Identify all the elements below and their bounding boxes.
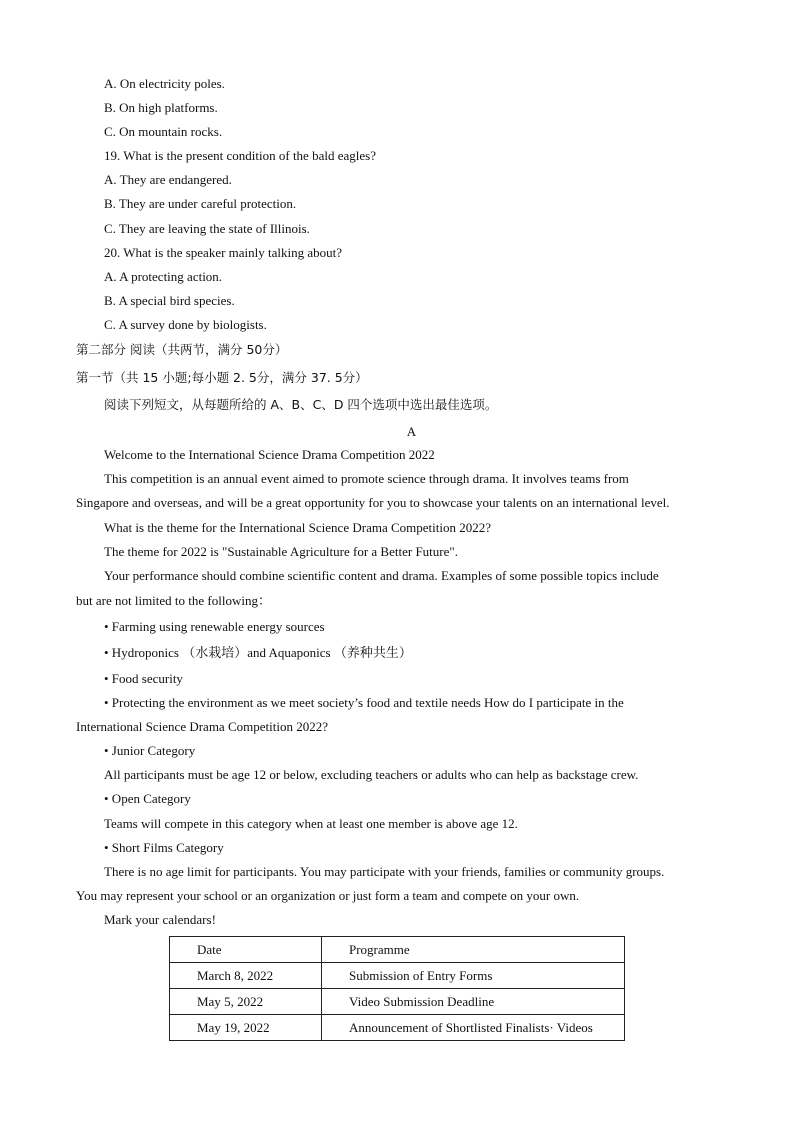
row-date: March 8, 2022 [170, 963, 322, 989]
q19-option-c: C. They are leaving the state of Illinois. [104, 221, 310, 236]
bullet-item: • Hydroponics （水栽培）and Aquaponics （养种共生） [104, 645, 412, 660]
q20-option-c: C. A survey done by biologists. [104, 317, 267, 332]
open-category-label: • Open Category [104, 791, 191, 806]
schedule-table [169, 936, 625, 1041]
table-row [170, 1015, 625, 1041]
row-programme: Announcement of Shortlisted Finalists· Videos [322, 1015, 625, 1041]
theme-question: What is the theme for the International Science Drama Competition 2022? [104, 520, 491, 535]
q18-option-c: C. On mountain rocks. [104, 124, 223, 139]
short-films-text-line-2: You may represent your school or an organization or just form a team and compete on your own. [76, 888, 580, 903]
row-date: May 19, 2022 [170, 1015, 322, 1041]
passage-letter: A [406, 424, 417, 439]
q20-option-b: B. A special bird species. [104, 293, 235, 308]
bullet-item-line-2: International Science Drama Competition 2022? [76, 719, 328, 734]
bullet-item-line-1: • Protecting the environment as we meet society’s food and textile needs How do I participate in the [104, 695, 624, 710]
junior-category-text: All participants must be age 12 or below, excluding teachers or adults who can help as backstage crew. [104, 767, 639, 782]
reading-instruction: 阅读下列短文，从每题所给的 A、B、C、D 四个选项中选出最佳选项。 [104, 397, 498, 412]
bullet-item: • Food security [104, 671, 183, 686]
passage-title: Welcome to the International Science Drama Competition 2022 [104, 447, 435, 462]
q19-option-a: A. They are endangered. [104, 172, 232, 187]
q20-question: 20. What is the speaker mainly talking about? [104, 245, 343, 260]
table-row [170, 989, 625, 1015]
q20-option-a: A. A protecting action. [104, 269, 223, 284]
table-row [170, 963, 625, 989]
q19-question: 19. What is the present condition of the bald eagles? [104, 148, 376, 163]
q18-option-a: A. On electricity poles. [104, 76, 225, 91]
short-films-text-line-1: There is no age limit for participants. You may participate with your friends, families or community groups. [104, 864, 665, 879]
theme-answer: The theme for 2022 is "Sustainable Agriculture for a Better Future". [104, 544, 458, 559]
bullet-item: • Farming using renewable energy sources [104, 619, 325, 634]
header-programme: Programme [322, 937, 625, 963]
open-category-text: Teams will compete in this category when at least one member is above age 12. [104, 816, 518, 831]
row-programme: Submission of Entry Forms [322, 963, 625, 989]
paragraph-1-line-2: Singapore and overseas, and will be a great opportunity for you to showcase your talents on an international level. [76, 495, 670, 510]
q19-option-b: B. They are under careful protection. [104, 196, 297, 211]
short-films-label: • Short Films Category [104, 840, 224, 855]
header-date: Date [170, 937, 322, 963]
paragraph-1-line-1: This competition is an annual event aimed to promote science through drama. It involves teams from [104, 471, 629, 486]
junior-category-label: • Junior Category [104, 743, 196, 758]
part2-heading: 第二部分 阅读（共两节，满分 50分） [76, 342, 288, 357]
q18-option-b: B. On high platforms. [104, 100, 218, 115]
paragraph-2-line-1: Your performance should combine scientific content and drama. Examples of some possible topics include [104, 568, 659, 583]
row-date: May 5, 2022 [170, 989, 322, 1015]
section1-heading: 第一节（共 15 小题;每小题 2. 5分，满分 37. 5分） [76, 370, 368, 385]
row-programme: Video Submission Deadline [322, 989, 625, 1015]
calendar-note: Mark your calendars! [104, 912, 216, 927]
paragraph-2-line-2: but are not limited to the following： [76, 593, 271, 608]
table-header-row [170, 937, 625, 963]
